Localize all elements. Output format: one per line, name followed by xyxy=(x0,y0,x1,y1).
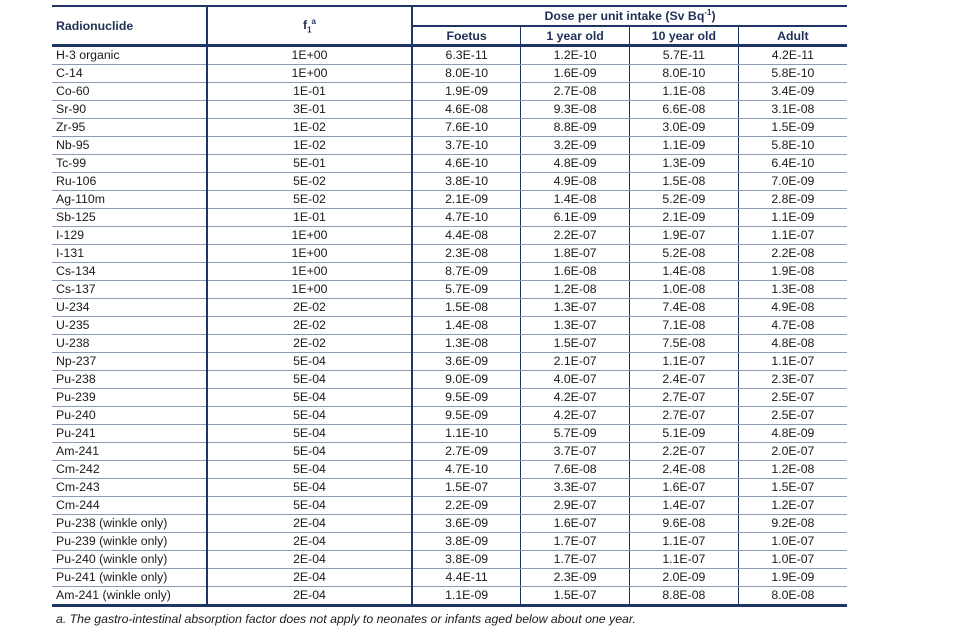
1-year-dose-cell: 1.8E-07 xyxy=(521,245,630,263)
radionuclide-cell: Cs-134 xyxy=(52,263,207,281)
radionuclide-cell: Cm-243 xyxy=(52,479,207,497)
adult-dose-cell: 1.3E-08 xyxy=(738,281,847,299)
10-year-dose-cell: 1.5E-08 xyxy=(630,173,739,191)
table-row xyxy=(52,353,847,371)
foetus-dose-cell: 6.3E-11 xyxy=(412,46,521,65)
10-year-dose-cell: 1.1E-07 xyxy=(630,551,739,569)
10-year-dose-cell: 1.1E-07 xyxy=(630,353,739,371)
1-year-dose-cell: 6.1E-09 xyxy=(521,209,630,227)
table-row xyxy=(52,425,847,443)
10-year-dose-cell: 3.0E-09 xyxy=(630,119,739,137)
f1-cell: 5E-04 xyxy=(207,497,412,515)
adult-dose-cell: 1.9E-09 xyxy=(738,569,847,587)
table-row xyxy=(52,497,847,515)
radionuclide-cell: Sb-125 xyxy=(52,209,207,227)
10-year-dose-cell: 5.2E-08 xyxy=(630,245,739,263)
f1-cell: 2E-04 xyxy=(207,551,412,569)
table-row xyxy=(52,479,847,497)
10-year-dose-cell: 2.7E-07 xyxy=(630,389,739,407)
table-row xyxy=(52,263,847,281)
radionuclide-cell: Am-241 xyxy=(52,443,207,461)
f1-cell: 1E+00 xyxy=(207,263,412,281)
1-year-dose-cell: 2.9E-07 xyxy=(521,497,630,515)
adult-dose-cell: 3.4E-09 xyxy=(738,83,847,101)
header-row-1 xyxy=(52,6,847,26)
f1-cell: 5E-04 xyxy=(207,461,412,479)
radionuclide-cell: Pu-240 xyxy=(52,407,207,425)
f1-cell: 5E-02 xyxy=(207,173,412,191)
10-year-dose-cell: 2.4E-08 xyxy=(630,461,739,479)
1-year-dose-cell: 9.3E-08 xyxy=(521,101,630,119)
table-row xyxy=(52,299,847,317)
foetus-dose-cell: 9.5E-09 xyxy=(412,389,521,407)
adult-dose-cell: 2.8E-09 xyxy=(738,191,847,209)
radionuclide-cell: Pu-238 (winkle only) xyxy=(52,515,207,533)
radionuclide-cell: Pu-238 xyxy=(52,371,207,389)
f1-cell: 5E-04 xyxy=(207,353,412,371)
table-row xyxy=(52,119,847,137)
f1-cell: 2E-04 xyxy=(207,533,412,551)
table-row xyxy=(52,335,847,353)
radionuclide-cell: Pu-239 xyxy=(52,389,207,407)
f1-cell: 2E-04 xyxy=(207,515,412,533)
radionuclide-cell: Zr-95 xyxy=(52,119,207,137)
1-year-dose-cell: 7.6E-08 xyxy=(521,461,630,479)
f1-cell: 1E+00 xyxy=(207,46,412,65)
foetus-dose-cell: 4.6E-08 xyxy=(412,101,521,119)
1-year-dose-cell: 1.7E-07 xyxy=(521,551,630,569)
1-year-dose-cell: 2.1E-07 xyxy=(521,353,630,371)
radionuclide-cell: Cm-244 xyxy=(52,497,207,515)
f1-cell: 2E-02 xyxy=(207,335,412,353)
table-row xyxy=(52,407,847,425)
10-year-dose-cell: 2.2E-07 xyxy=(630,443,739,461)
10-year-dose-cell: 2.4E-07 xyxy=(630,371,739,389)
f1-cell: 3E-01 xyxy=(207,101,412,119)
1-year-dose-cell: 1.7E-07 xyxy=(521,533,630,551)
radionuclide-cell: Ru-106 xyxy=(52,173,207,191)
adult-dose-cell: 1.0E-07 xyxy=(738,533,847,551)
f1-cell: 5E-04 xyxy=(207,389,412,407)
header-dose-group xyxy=(412,6,847,26)
foetus-dose-cell: 2.3E-08 xyxy=(412,245,521,263)
foetus-dose-cell: 1.1E-10 xyxy=(412,425,521,443)
foetus-dose-cell: 8.0E-10 xyxy=(412,65,521,83)
1-year-dose-cell: 3.7E-07 xyxy=(521,443,630,461)
foetus-dose-cell: 2.7E-09 xyxy=(412,443,521,461)
foetus-dose-cell: 4.7E-10 xyxy=(412,209,521,227)
10-year-dose-cell: 5.2E-09 xyxy=(630,191,739,209)
foetus-dose-cell: 9.5E-09 xyxy=(412,407,521,425)
radionuclide-cell: Tc-99 xyxy=(52,155,207,173)
table-body xyxy=(52,46,847,606)
f1-cell: 2E-04 xyxy=(207,587,412,606)
f1-cell: 1E+00 xyxy=(207,245,412,263)
table-row xyxy=(52,46,847,65)
radionuclide-cell: U-238 xyxy=(52,335,207,353)
radionuclide-cell: Pu-241 (winkle only) xyxy=(52,569,207,587)
1-year-dose-cell: 1.5E-07 xyxy=(521,587,630,606)
adult-dose-cell: 7.0E-09 xyxy=(738,173,847,191)
header-f1 xyxy=(207,6,412,46)
radionuclide-cell: Pu-240 (winkle only) xyxy=(52,551,207,569)
adult-dose-cell: 2.2E-08 xyxy=(738,245,847,263)
radionuclide-cell: Am-241 (winkle only) xyxy=(52,587,207,606)
radionuclide-cell: Np-237 xyxy=(52,353,207,371)
10-year-dose-cell: 7.1E-08 xyxy=(630,317,739,335)
10-year-dose-cell: 2.1E-09 xyxy=(630,209,739,227)
adult-dose-cell: 1.0E-07 xyxy=(738,551,847,569)
table-row xyxy=(52,533,847,551)
10-year-dose-cell: 1.4E-08 xyxy=(630,263,739,281)
table-row xyxy=(52,155,847,173)
10-year-dose-cell: 8.8E-08 xyxy=(630,587,739,606)
header-10-year-old: 10 year old xyxy=(630,26,739,46)
10-year-dose-cell: 8.0E-10 xyxy=(630,65,739,83)
10-year-dose-cell: 1.0E-08 xyxy=(630,281,739,299)
dose-coefficients-table xyxy=(52,5,847,607)
f1-cell: 2E-02 xyxy=(207,299,412,317)
foetus-dose-cell: 1.1E-09 xyxy=(412,587,521,606)
radionuclide-cell: U-235 xyxy=(52,317,207,335)
10-year-dose-cell: 1.1E-09 xyxy=(630,137,739,155)
table-row xyxy=(52,227,847,245)
adult-dose-cell: 8.0E-08 xyxy=(738,587,847,606)
radionuclide-cell: Sr-90 xyxy=(52,101,207,119)
radionuclide-cell: Pu-239 (winkle only) xyxy=(52,533,207,551)
10-year-dose-cell: 2.0E-09 xyxy=(630,569,739,587)
table-row xyxy=(52,65,847,83)
header-adult: Adult xyxy=(738,26,847,46)
table-row xyxy=(52,191,847,209)
table-row xyxy=(52,281,847,299)
adult-dose-cell: 2.0E-07 xyxy=(738,443,847,461)
header-dose-close: ) xyxy=(711,9,716,24)
1-year-dose-cell: 3.2E-09 xyxy=(521,137,630,155)
1-year-dose-cell: 2.3E-09 xyxy=(521,569,630,587)
adult-dose-cell: 1.2E-07 xyxy=(738,497,847,515)
1-year-dose-cell: 3.3E-07 xyxy=(521,479,630,497)
adult-dose-cell: 1.1E-07 xyxy=(738,353,847,371)
table-row xyxy=(52,461,847,479)
adult-dose-cell: 6.4E-10 xyxy=(738,155,847,173)
table-row xyxy=(52,587,847,606)
foetus-dose-cell: 3.8E-10 xyxy=(412,173,521,191)
adult-dose-cell: 4.8E-09 xyxy=(738,425,847,443)
header-dose-base: Dose per unit intake (Sv Bq xyxy=(544,9,705,24)
adult-dose-cell: 5.8E-10 xyxy=(738,137,847,155)
10-year-dose-cell: 5.7E-11 xyxy=(630,46,739,65)
foetus-dose-cell: 2.2E-09 xyxy=(412,497,521,515)
radionuclide-cell: Co-60 xyxy=(52,83,207,101)
adult-dose-cell: 1.2E-08 xyxy=(738,461,847,479)
radionuclide-cell: Cs-137 xyxy=(52,281,207,299)
table-row xyxy=(52,569,847,587)
foetus-dose-cell: 1.5E-07 xyxy=(412,479,521,497)
1-year-dose-cell: 1.2E-08 xyxy=(521,281,630,299)
10-year-dose-cell: 2.7E-07 xyxy=(630,407,739,425)
header-f1-base: f xyxy=(302,17,308,32)
10-year-dose-cell: 1.1E-08 xyxy=(630,83,739,101)
f1-cell: 5E-04 xyxy=(207,407,412,425)
table-row xyxy=(52,173,847,191)
adult-dose-cell: 1.5E-07 xyxy=(738,479,847,497)
1-year-dose-cell: 2.2E-07 xyxy=(521,227,630,245)
table-row xyxy=(52,83,847,101)
header-f1-subscript: 1 xyxy=(307,25,312,35)
10-year-dose-cell: 1.9E-07 xyxy=(630,227,739,245)
10-year-dose-cell: 1.4E-07 xyxy=(630,497,739,515)
f1-cell: 5E-01 xyxy=(207,155,412,173)
table-row xyxy=(52,443,847,461)
adult-dose-cell: 4.8E-08 xyxy=(738,335,847,353)
1-year-dose-cell: 4.0E-07 xyxy=(521,371,630,389)
radionuclide-cell: Ag-110m xyxy=(52,191,207,209)
table-row xyxy=(52,389,847,407)
adult-dose-cell: 4.2E-11 xyxy=(738,46,847,65)
10-year-dose-cell: 7.4E-08 xyxy=(630,299,739,317)
table-row xyxy=(52,245,847,263)
adult-dose-cell: 5.8E-10 xyxy=(738,65,847,83)
adult-dose-cell: 1.9E-08 xyxy=(738,263,847,281)
adult-dose-cell: 2.5E-07 xyxy=(738,389,847,407)
radionuclide-cell: I-131 xyxy=(52,245,207,263)
adult-dose-cell: 1.5E-09 xyxy=(738,119,847,137)
radionuclide-cell: Nb-95 xyxy=(52,137,207,155)
adult-dose-cell: 9.2E-08 xyxy=(738,515,847,533)
1-year-dose-cell: 5.7E-09 xyxy=(521,425,630,443)
adult-dose-cell: 3.1E-08 xyxy=(738,101,847,119)
1-year-dose-cell: 1.3E-07 xyxy=(521,299,630,317)
1-year-dose-cell: 4.9E-08 xyxy=(521,173,630,191)
10-year-dose-cell: 9.6E-08 xyxy=(630,515,739,533)
1-year-dose-cell: 2.7E-08 xyxy=(521,83,630,101)
foetus-dose-cell: 9.0E-09 xyxy=(412,371,521,389)
f1-cell: 1E+00 xyxy=(207,281,412,299)
foetus-dose-cell: 4.7E-10 xyxy=(412,461,521,479)
f1-cell: 5E-04 xyxy=(207,443,412,461)
radionuclide-cell: I-129 xyxy=(52,227,207,245)
adult-dose-cell: 4.7E-08 xyxy=(738,317,847,335)
table-row xyxy=(52,371,847,389)
foetus-dose-cell: 3.8E-09 xyxy=(412,533,521,551)
foetus-dose-cell: 3.6E-09 xyxy=(412,515,521,533)
header-dose-exponent: -1 xyxy=(704,8,712,18)
adult-dose-cell: 2.5E-07 xyxy=(738,407,847,425)
10-year-dose-cell: 7.5E-08 xyxy=(630,335,739,353)
radionuclide-cell: U-234 xyxy=(52,299,207,317)
foetus-dose-cell: 5.7E-09 xyxy=(412,281,521,299)
foetus-dose-cell: 3.8E-09 xyxy=(412,551,521,569)
1-year-dose-cell: 4.2E-07 xyxy=(521,389,630,407)
header-1-year-old: 1 year old xyxy=(521,26,630,46)
radionuclide-cell: H-3 organic xyxy=(52,46,207,65)
header-f1-footnote-marker: a xyxy=(311,16,316,26)
f1-cell: 1E-01 xyxy=(207,83,412,101)
foetus-dose-cell: 4.6E-10 xyxy=(412,155,521,173)
header-foetus: Foetus xyxy=(412,26,521,46)
f1-cell: 2E-04 xyxy=(207,569,412,587)
foetus-dose-cell: 4.4E-11 xyxy=(412,569,521,587)
f1-cell: 1E-02 xyxy=(207,137,412,155)
1-year-dose-cell: 1.3E-07 xyxy=(521,317,630,335)
footnote: a. The gastro-intestinal absorption factor does not apply to neonates or infants aged below about one year. xyxy=(56,612,636,626)
foetus-dose-cell: 8.7E-09 xyxy=(412,263,521,281)
f1-cell: 1E+00 xyxy=(207,65,412,83)
foetus-dose-cell: 3.7E-10 xyxy=(412,137,521,155)
table-row xyxy=(52,209,847,227)
table-row xyxy=(52,101,847,119)
foetus-dose-cell: 1.3E-08 xyxy=(412,335,521,353)
1-year-dose-cell: 1.6E-08 xyxy=(521,263,630,281)
foetus-dose-cell: 1.4E-08 xyxy=(412,317,521,335)
f1-cell: 1E-02 xyxy=(207,119,412,137)
f1-cell: 5E-02 xyxy=(207,191,412,209)
foetus-dose-cell: 2.1E-09 xyxy=(412,191,521,209)
1-year-dose-cell: 1.5E-07 xyxy=(521,335,630,353)
10-year-dose-cell: 5.1E-09 xyxy=(630,425,739,443)
f1-cell: 2E-02 xyxy=(207,317,412,335)
f1-cell: 5E-04 xyxy=(207,425,412,443)
foetus-dose-cell: 4.4E-08 xyxy=(412,227,521,245)
table-row xyxy=(52,551,847,569)
10-year-dose-cell: 1.3E-09 xyxy=(630,155,739,173)
f1-cell: 5E-04 xyxy=(207,479,412,497)
radionuclide-cell: Cm-242 xyxy=(52,461,207,479)
1-year-dose-cell: 1.4E-08 xyxy=(521,191,630,209)
adult-dose-cell: 4.9E-08 xyxy=(738,299,847,317)
table-row xyxy=(52,515,847,533)
f1-cell: 1E-01 xyxy=(207,209,412,227)
table-row xyxy=(52,137,847,155)
1-year-dose-cell: 8.8E-09 xyxy=(521,119,630,137)
radionuclide-cell: Pu-241 xyxy=(52,425,207,443)
foetus-dose-cell: 3.6E-09 xyxy=(412,353,521,371)
1-year-dose-cell: 1.2E-10 xyxy=(521,46,630,65)
1-year-dose-cell: 4.8E-09 xyxy=(521,155,630,173)
foetus-dose-cell: 1.5E-08 xyxy=(412,299,521,317)
10-year-dose-cell: 1.6E-07 xyxy=(630,479,739,497)
1-year-dose-cell: 4.2E-07 xyxy=(521,407,630,425)
adult-dose-cell: 2.3E-07 xyxy=(738,371,847,389)
adult-dose-cell: 1.1E-09 xyxy=(738,209,847,227)
f1-cell: 1E+00 xyxy=(207,227,412,245)
10-year-dose-cell: 6.6E-08 xyxy=(630,101,739,119)
f1-cell: 5E-04 xyxy=(207,371,412,389)
1-year-dose-cell: 1.6E-07 xyxy=(521,515,630,533)
radionuclide-cell: C-14 xyxy=(52,65,207,83)
1-year-dose-cell: 1.6E-09 xyxy=(521,65,630,83)
10-year-dose-cell: 1.1E-07 xyxy=(630,533,739,551)
foetus-dose-cell: 1.9E-09 xyxy=(412,83,521,101)
foetus-dose-cell: 7.6E-10 xyxy=(412,119,521,137)
adult-dose-cell: 1.1E-07 xyxy=(738,227,847,245)
table-row xyxy=(52,317,847,335)
header-radionuclide: Radionuclide xyxy=(52,6,207,46)
dose-coefficients-table-container xyxy=(52,5,847,607)
